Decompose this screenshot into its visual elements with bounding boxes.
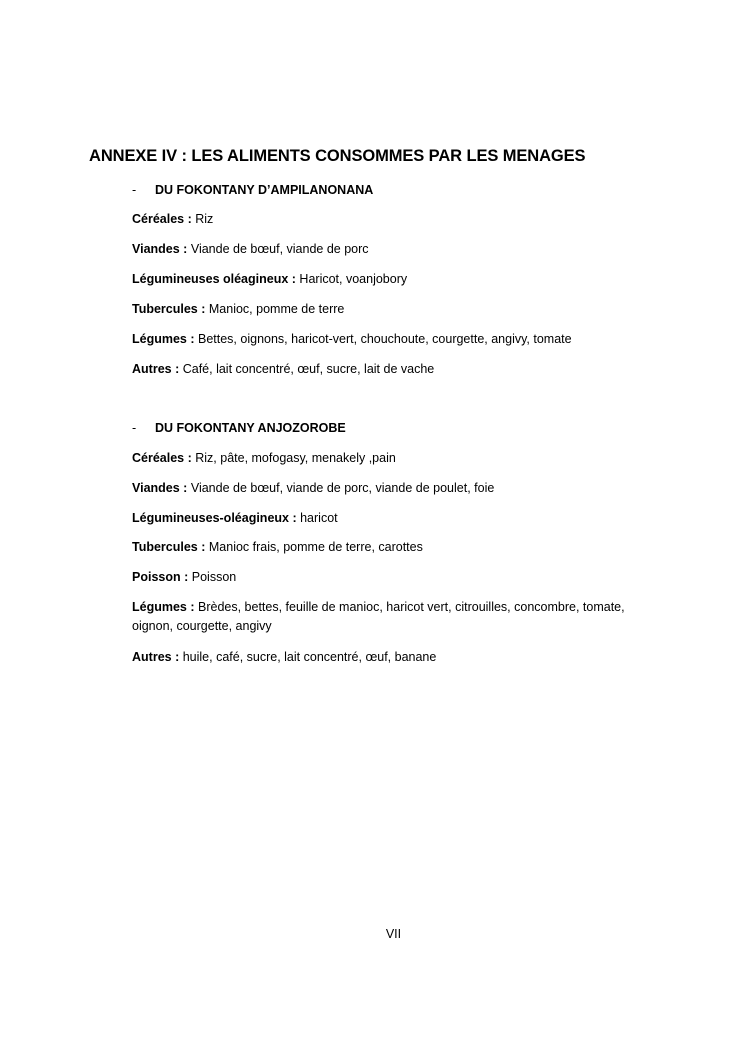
item-value: huile, café, sucre, lait concentré, œuf, banane xyxy=(182,650,437,664)
bullet-dash: - xyxy=(132,421,137,435)
section-heading-text: DU FOKONTANY ANJOZOROBE xyxy=(155,421,346,435)
list-item xyxy=(132,449,396,468)
list-item xyxy=(132,210,213,229)
item-value: Riz, pâte, mofogasy, menakely ,pain xyxy=(195,451,396,465)
item-label: Céréales : xyxy=(132,212,192,226)
item-label: Viandes : xyxy=(132,481,188,495)
list-item xyxy=(132,240,369,259)
list-item xyxy=(132,270,407,289)
item-label: Céréales : xyxy=(132,451,192,465)
page-title: ANNEXE IV : LES ALIMENTS CONSOMMES PAR LES MENAGES xyxy=(89,147,586,165)
item-label: Autres : xyxy=(132,650,180,664)
section-heading-ampilanonana xyxy=(132,183,373,197)
item-value: Riz xyxy=(195,212,214,226)
item-label: Viandes : xyxy=(132,242,188,256)
item-value: Bettes, oignons, haricot-vert, chouchoute, courgette, angivy, tomate xyxy=(198,332,572,346)
item-label: Légumes : xyxy=(132,600,195,614)
list-item xyxy=(132,360,434,379)
list-item xyxy=(132,300,344,319)
item-value: Brèdes, bettes, feuille de manioc, haricot vert, citrouilles, concombre, tomate, oignon, courgette, angivy xyxy=(132,600,625,633)
item-label: Tubercules : xyxy=(132,302,206,316)
list-item xyxy=(132,568,236,587)
list-item xyxy=(132,538,423,557)
list-item xyxy=(132,598,632,636)
bullet-dash: - xyxy=(132,183,137,197)
item-value: Café, lait concentré, œuf, sucre, lait de vache xyxy=(182,362,435,376)
item-value: Viande de bœuf, viande de porc xyxy=(190,242,369,256)
item-label: Légumineuses-oléagineux : xyxy=(132,511,297,525)
item-value: Haricot, voanjobory xyxy=(299,272,408,286)
item-value: haricot xyxy=(300,511,338,525)
page-number: VII xyxy=(385,927,402,941)
list-item xyxy=(132,330,572,349)
item-value: Manioc, pomme de terre xyxy=(208,302,345,316)
item-value: Viande de bœuf, viande de porc, viande de poulet, foie xyxy=(190,481,495,495)
item-label: Légumes : xyxy=(132,332,195,346)
list-item xyxy=(132,648,436,667)
item-value: Poisson xyxy=(191,570,237,584)
section-heading-text: DU FOKONTANY D’AMPILANONANA xyxy=(155,183,374,197)
item-label: Autres : xyxy=(132,362,180,376)
list-item xyxy=(132,479,494,498)
list-item xyxy=(132,509,338,528)
item-label: Poisson : xyxy=(132,570,189,584)
item-label: Légumineuses oléagineux : xyxy=(132,272,296,286)
section-heading-anjozorobe xyxy=(132,421,346,435)
item-value: Manioc frais, pomme de terre, carottes xyxy=(208,540,423,554)
item-label: Tubercules : xyxy=(132,540,206,554)
